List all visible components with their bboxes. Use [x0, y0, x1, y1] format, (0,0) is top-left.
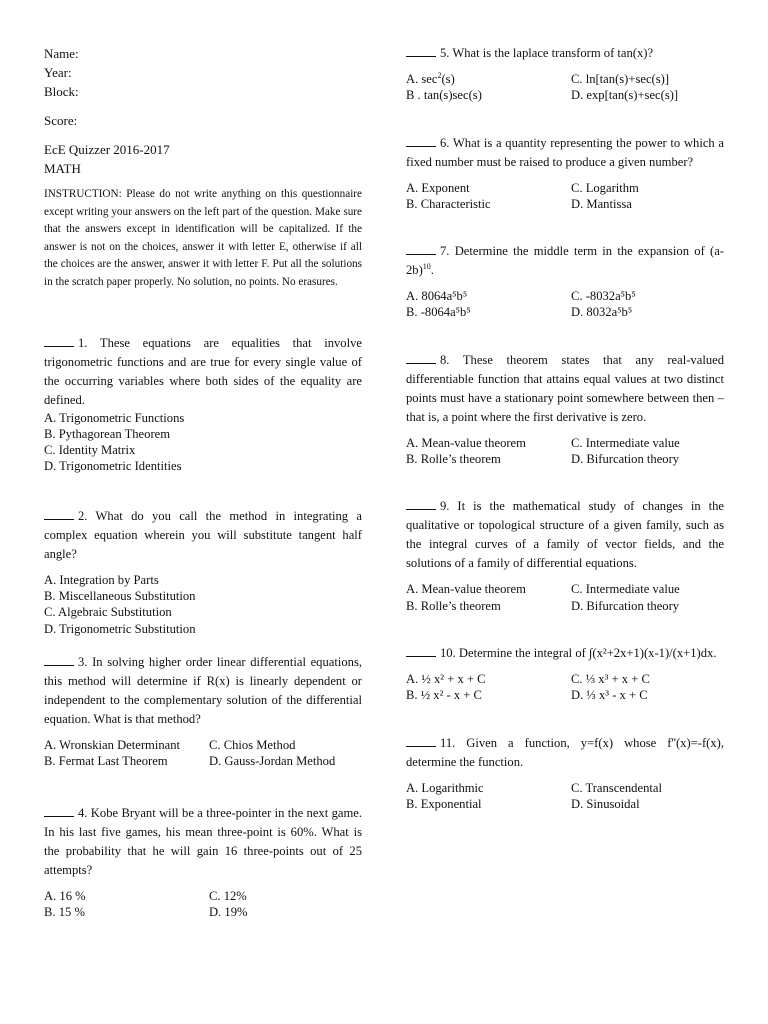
- question-10: [406, 644, 724, 704]
- name-label: Name:: [44, 46, 79, 61]
- option-a: A. Exponent: [406, 180, 470, 195]
- option-a: A. Mean-value theorem: [406, 582, 526, 597]
- option-a: A. Mean-value theorem: [406, 435, 526, 450]
- option-d: D. 19%: [209, 904, 248, 919]
- option-d: D. Trigonometric Identities: [44, 459, 182, 474]
- option-a: A. 16 %: [44, 888, 86, 903]
- instruction-text: INSTRUCTION: Please do not write anything on this questionnaire except writing your answers on the left part of the question. Make sure that the answers except in identification will be capitalized. If the answer is not on the choices, answer it with letter E, otherwise if all the choices are the answer, answer it with letter F. Put all the solutions in the scratch paper properly. No solution, no points. No erasures.: [44, 188, 362, 288]
- answer-blank[interactable]: [44, 653, 74, 666]
- question-text: 2. What do you call the method in integrating a complex equation wherein you will substitute tangent half angle?: [44, 508, 362, 561]
- question-text: 3. In solving higher order linear differential equations, this method will determine if R(x) is linearly dependent or independent to the complementary solution of the differential equation. What is that method?: [44, 654, 362, 726]
- question-4: [44, 804, 362, 921]
- option-d: D. exp[tan(s)+sec(s)]: [571, 88, 679, 103]
- question-2: [44, 507, 362, 637]
- question-11: [406, 734, 724, 813]
- option-d: D. Gauss-Jordan Method: [209, 754, 336, 769]
- subject-title: MATH: [44, 161, 81, 176]
- question-9: [406, 497, 724, 614]
- option-b: B. Rolle’s theorem: [406, 452, 501, 467]
- answer-blank[interactable]: [406, 497, 436, 510]
- year-label: Year:: [44, 65, 72, 80]
- option-d: D. ⅓ x³ - x + C: [571, 688, 648, 703]
- answer-blank[interactable]: [44, 507, 74, 520]
- question-1: [44, 334, 362, 475]
- question-text: 6. What is a quantity representing the power to which a fixed number must be raised to produce a given number?: [406, 135, 724, 169]
- option-b: B. -8064a⁵b⁵: [406, 305, 471, 320]
- option-c: C. Intermediate value: [571, 582, 680, 597]
- left-column: [44, 44, 362, 920]
- option-c: C. Chios Method: [209, 737, 296, 752]
- answer-blank[interactable]: [406, 242, 436, 255]
- option-b: B. Fermat Last Theorem: [44, 754, 168, 769]
- answer-blank[interactable]: [406, 351, 436, 364]
- option-b: B. ½ x² - x + C: [406, 688, 482, 703]
- option-c: C. Transcendental: [571, 780, 662, 795]
- option-a: A. $\sec^2(s)$: [406, 70, 455, 86]
- block-label: Block:: [44, 84, 79, 99]
- option-b: B. 15 %: [44, 904, 85, 919]
- answer-blank[interactable]: [406, 644, 436, 657]
- option-d: D. Sinusoidal: [571, 796, 640, 811]
- option-d: D. Trigonometric Substitution: [44, 621, 196, 636]
- question-text: 7. Determine the middle term in the expansion of (a-2b): [406, 244, 724, 278]
- option-a: A. Trigonometric Functions: [44, 410, 185, 425]
- question-text: 4. Kobe Bryant will be a three-pointer in the next game. In his last five games, his mean three-point is 60%. What is the probability that he will gain 16 three-points out of 25 attempts?: [44, 805, 362, 877]
- option-b: B . tan(s)sec(s): [406, 88, 482, 103]
- option-c: C. ⅓ x³ + x + C: [571, 671, 650, 686]
- option-c: C. 12%: [209, 888, 247, 903]
- option-c: C. ln[tan(s)+sec(s)]: [571, 72, 670, 86]
- question-3: [44, 653, 362, 770]
- option-c: C. Intermediate value: [571, 435, 680, 450]
- quizzer-title: EcE Quizzer 2016-2017: [44, 142, 170, 157]
- option-d: D. Bifurcation theory: [571, 452, 680, 467]
- right-column: [406, 44, 724, 812]
- option-b: B. Miscellaneous Substitution: [44, 589, 196, 604]
- option-b: B. Pythagorean Theorem: [44, 426, 171, 441]
- answer-blank[interactable]: [406, 134, 436, 147]
- question-5: [406, 44, 724, 104]
- option-a: A. Integration by Parts: [44, 572, 159, 587]
- option-a: A. 8064a⁵b⁵: [406, 289, 468, 304]
- option-c: C. -8032a⁵b⁵: [571, 289, 636, 304]
- question-text: 5. What is the laplace transform of tan(x)?: [440, 46, 654, 60]
- option-b: B. Exponential: [406, 796, 482, 811]
- option-d: D. 8032a⁵b⁵: [571, 305, 633, 320]
- question-6: [406, 134, 724, 213]
- option-b: B. Characteristic: [406, 196, 491, 211]
- answer-blank[interactable]: [406, 734, 436, 747]
- option-c: C. Algebraic Substitution: [44, 605, 172, 620]
- option-a: A. Wronskian Determinant: [44, 737, 181, 752]
- option-a: A. Logarithmic: [406, 780, 484, 795]
- option-a: A. ½ x² + x + C: [406, 671, 486, 686]
- answer-blank[interactable]: [406, 44, 436, 57]
- answer-blank[interactable]: [44, 804, 74, 817]
- answer-blank[interactable]: [44, 334, 74, 347]
- question-text: 1. These equations are equalities that involve trigonometric functions and are true for every single value of the occurring variables where both sides of the equality are defined.: [44, 335, 362, 407]
- option-b: B. Rolle’s theorem: [406, 598, 501, 613]
- question-text: 8. These theorem states that any real-valued differentiable function that attains equal values at two distinct points must have a stationary point somewhere between then – that is, a point where the first derivative is zero.: [406, 352, 724, 424]
- score-label: Score:: [44, 113, 78, 128]
- option-d: D. Bifurcation theory: [571, 598, 680, 613]
- option-c: C. Logarithm: [571, 180, 639, 195]
- question-8: [406, 351, 724, 468]
- question-text: 9. It is the mathematical study of changes in the qualitative or topological structure of a given family, such as the integral curves of a family of vector fields, and the solutions of a family of differential equations.: [406, 499, 724, 571]
- option-d: D. Mantissa: [571, 196, 632, 211]
- option-c: C. Identity Matrix: [44, 443, 136, 458]
- question-7: 7. Determine the middle term in the expansion of $(a-2b)^{10}$. A. 8064a⁵b⁵ C. -8032a⁵b⁵ B. -8064a⁵b⁵ D. 8032a⁵b⁵: [406, 244, 724, 320]
- question-text: 11. Given a function, y=f(x) whose f''(x)=-f(x), determine the function.: [406, 735, 724, 769]
- question-text: 10. Determine the integral of ∫(x²+2x+1)(x-1)/(x+1)dx.: [440, 645, 717, 660]
